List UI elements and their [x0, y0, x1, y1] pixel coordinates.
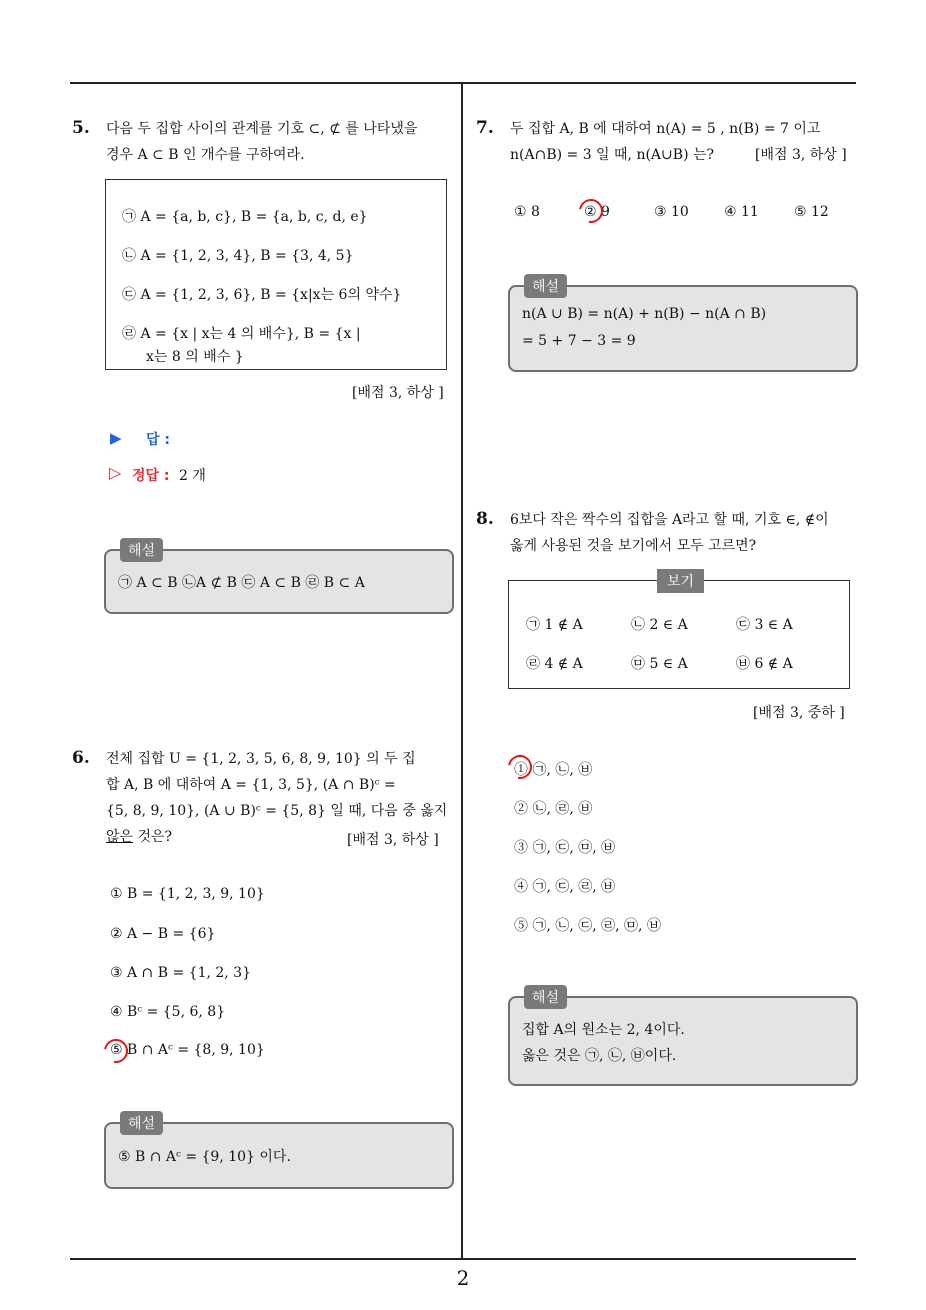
q6-score: [배점 3, 하상 ] — [347, 832, 439, 848]
q5-item-2: ㉡ A = {1, 2, 3, 4}, B = {3, 4, 5} — [122, 248, 354, 264]
page-number: 2 — [456, 1266, 470, 1290]
correct-arrow-icon: ▷ — [109, 463, 122, 482]
q7-text-line1: 두 집합 A, B 에 대하여 n(A) = 5 , n(B) = 7 이고 — [510, 121, 821, 137]
q8-number: 8. — [476, 509, 494, 529]
q8-example-item-4: ㉣ 4 ∉ A — [526, 656, 583, 672]
q5-item-1: ㉠ A = {a, b, c}, B = {a, b, c, d, e} — [122, 209, 368, 225]
q8-solution-line1: 집합 A의 원소는 2, 4이다. — [522, 1022, 685, 1038]
q6-underlined-word: 않은 — [106, 829, 134, 845]
q7-solution-line1: n(A ∪ B) = n(A) + n(B) − n(A ∩ B) — [522, 306, 767, 322]
q8-solution-tag: 해설 — [524, 985, 567, 1009]
q8-example-item-6: ㉥ 6 ∉ A — [736, 656, 793, 672]
q7-score: [배점 3, 하상 ] — [755, 147, 847, 163]
answer-arrow-icon: ▶ — [110, 429, 122, 447]
q6-choice-1[interactable]: ① B = {1, 2, 3, 9, 10} — [110, 886, 265, 902]
q8-choice-3[interactable]: ③ ㉠, ㉢, ㉤, ㉥ — [514, 840, 616, 856]
q8-text-line2: 옳게 사용된 것을 보기에서 모두 고르면? — [510, 538, 757, 554]
q6-choice-2[interactable]: ② A − B = {6} — [110, 926, 216, 942]
q7-solution-box — [508, 285, 858, 372]
q8-choice-1[interactable]: ① ㉠, ㉡, ㉥ — [514, 762, 593, 778]
q6-answer-circle-mark — [99, 1034, 132, 1067]
q6-text-line4 — [106, 822, 172, 852]
q8-solution-box — [508, 996, 858, 1086]
q6-text-line2: 합 A, B 에 대하여 A = {1, 3, 5}, (A ∩ B)ᶜ = — [106, 777, 396, 793]
q5-solution-tag: 해설 — [120, 538, 163, 562]
q7-choice-4[interactable]: ④ 11 — [724, 204, 759, 220]
q8-example-tag: 보기 — [657, 569, 704, 593]
q5-item-3: ㉢ A = {1, 2, 3, 6}, B = {x|x는 6의 약수} — [122, 287, 402, 303]
q5-text-line1: 다음 두 집합 사이의 관계를 기호 ⊂, ⊄ 를 나타냈을 — [106, 121, 418, 137]
top-rule — [70, 82, 856, 84]
q8-example-item-5: ㉤ 5 ∈ A — [631, 656, 688, 672]
q8-choice-2[interactable]: ② ㉡, ㉣, ㉥ — [514, 801, 593, 817]
q6-choice-5[interactable]: ⑤ B ∩ Aᶜ = {8, 9, 10} — [110, 1042, 265, 1058]
bottom-rule — [70, 1258, 856, 1260]
q5-item-4: ㉣ A = {x | x는 4 의 배수}, B = {x | — [122, 326, 361, 342]
q5-answer-label: 답 : — [146, 432, 170, 448]
column-divider — [461, 84, 463, 1259]
q6-text-line1: 전체 집합 U = {1, 2, 3, 5, 6, 8, 9, 10} 의 두 집 — [106, 751, 416, 767]
q8-example-item-1: ㉠ 1 ∉ A — [526, 617, 583, 633]
q5-text-line2: 경우 A ⊂ B 인 개수를 구하여라. — [106, 147, 305, 163]
q6-choice-4[interactable]: ④ Bᶜ = {5, 6, 8} — [110, 1004, 226, 1020]
q6-solution-text: ⑤ B ∩ Aᶜ = {9, 10} 이다. — [118, 1149, 291, 1165]
q8-score: [배점 3, 중하 ] — [753, 705, 845, 721]
q7-choice-3[interactable]: ③ 10 — [654, 204, 689, 220]
q6-text-line3: {5, 8, 9, 10}, (A ∪ B)ᶜ = {5, 8} 일 때, 다음 중 옳지 — [106, 803, 448, 819]
q5-score: [배점 3, 하상 ] — [352, 385, 444, 401]
q7-number: 7. — [476, 118, 494, 138]
q6-solution-tag: 해설 — [120, 1111, 163, 1135]
q5-correct-label: 정답 : — [132, 468, 170, 484]
q6-choice-3[interactable]: ③ A ∩ B = {1, 2, 3} — [110, 965, 251, 981]
q8-solution-line2: 옳은 것은 ㉠, ㉡, ㉥이다. — [522, 1048, 677, 1064]
q7-text-line2: n(A∩B) = 3 일 때, n(A∪B) 는? — [510, 147, 715, 163]
q8-choice-5[interactable]: ⑤ ㉠, ㉡, ㉢, ㉣, ㉤, ㉥ — [514, 918, 661, 934]
q7-choice-1[interactable]: ① 8 — [514, 204, 540, 220]
q8-example-item-2: ㉡ 2 ∈ A — [631, 617, 688, 633]
q5-correct-value: 2 개 — [179, 468, 206, 484]
q6-text-line4-rest: 것은? — [133, 829, 173, 845]
q5-solution-text: ㉠ A ⊂ B ㉡A ⊄ B ㉢ A ⊂ B ㉣ B ⊂ A — [118, 575, 365, 591]
q8-example-item-3: ㉢ 3 ∈ A — [736, 617, 793, 633]
q7-solution-tag: 해설 — [524, 274, 567, 298]
q7-solution-line2: = 5 + 7 − 3 = 9 — [522, 333, 636, 349]
q6-number: 6. — [72, 748, 90, 768]
q5-item-4-cont: x는 8 의 배수 } — [146, 349, 244, 365]
q7-answer-circle-mark — [574, 194, 607, 227]
q5-number: 5. — [72, 118, 90, 138]
q8-text-line1: 6보다 작은 짝수의 집합을 A라고 할 때, 기호 ∈, ∉이 — [510, 512, 829, 528]
q8-choice-4[interactable]: ④ ㉠, ㉢, ㉣, ㉥ — [514, 879, 616, 895]
q7-choice-5[interactable]: ⑤ 12 — [794, 204, 829, 220]
q7-choice-2[interactable]: ② 9 — [584, 204, 610, 220]
